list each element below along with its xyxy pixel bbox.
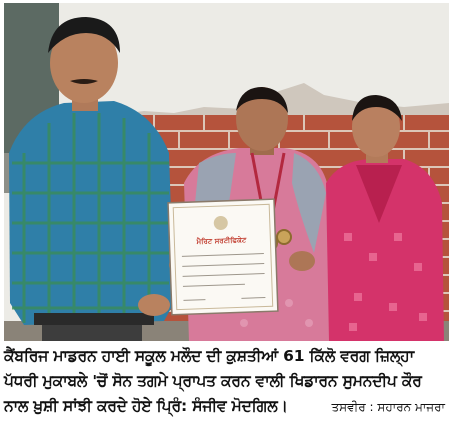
- photo-caption: [4, 344, 449, 434]
- caption-line-1: ਕੈਂਬਰਿਜ ਮਾਡਰਨ ਹਾਈ ਸਕੂਲ ਮਲੌਦ ਦੀ ਕੁਸ਼ਤੀਆਂ 61 ਕਿੱਲੋ ਵਰਗ ਜ਼ਿਲ੍ਹਾ: [4, 347, 414, 365]
- certificate-heading: ਮੈਰਿਟ ਸਰਟੀਫਿਕੇਟ: [196, 236, 247, 246]
- certificate: [168, 199, 278, 315]
- caption-line-3: ਨਾਲ ਖ਼ੁਸ਼ੀ ਸਾਂਝੀ ਕਰਦੇ ਹੋਏ ਪ੍ਰਿੰ: ਸੰਜੀਵ ਮੋਦਗਿਲ।: [4, 397, 288, 415]
- news-photo: [4, 3, 449, 341]
- caption-line-2: ਪੱਧਰੀ ਮੁਕਾਬਲੇ 'ਚੋਂ ਸੋਨ ਤਗਮੇ ਪ੍ਰਾਪਤ ਕਰਨ ਵਾਲੀ ਖਿਡਾਰਨ ਸੁਮਨਦੀਪ ਕੌਰ: [4, 372, 422, 390]
- photo-illustration: [4, 3, 449, 341]
- medal-icon: [277, 230, 291, 244]
- photo-credit: ਤਸਵੀਰ : ਸਹਾਰਨ ਮਾਜਰਾ: [331, 400, 445, 414]
